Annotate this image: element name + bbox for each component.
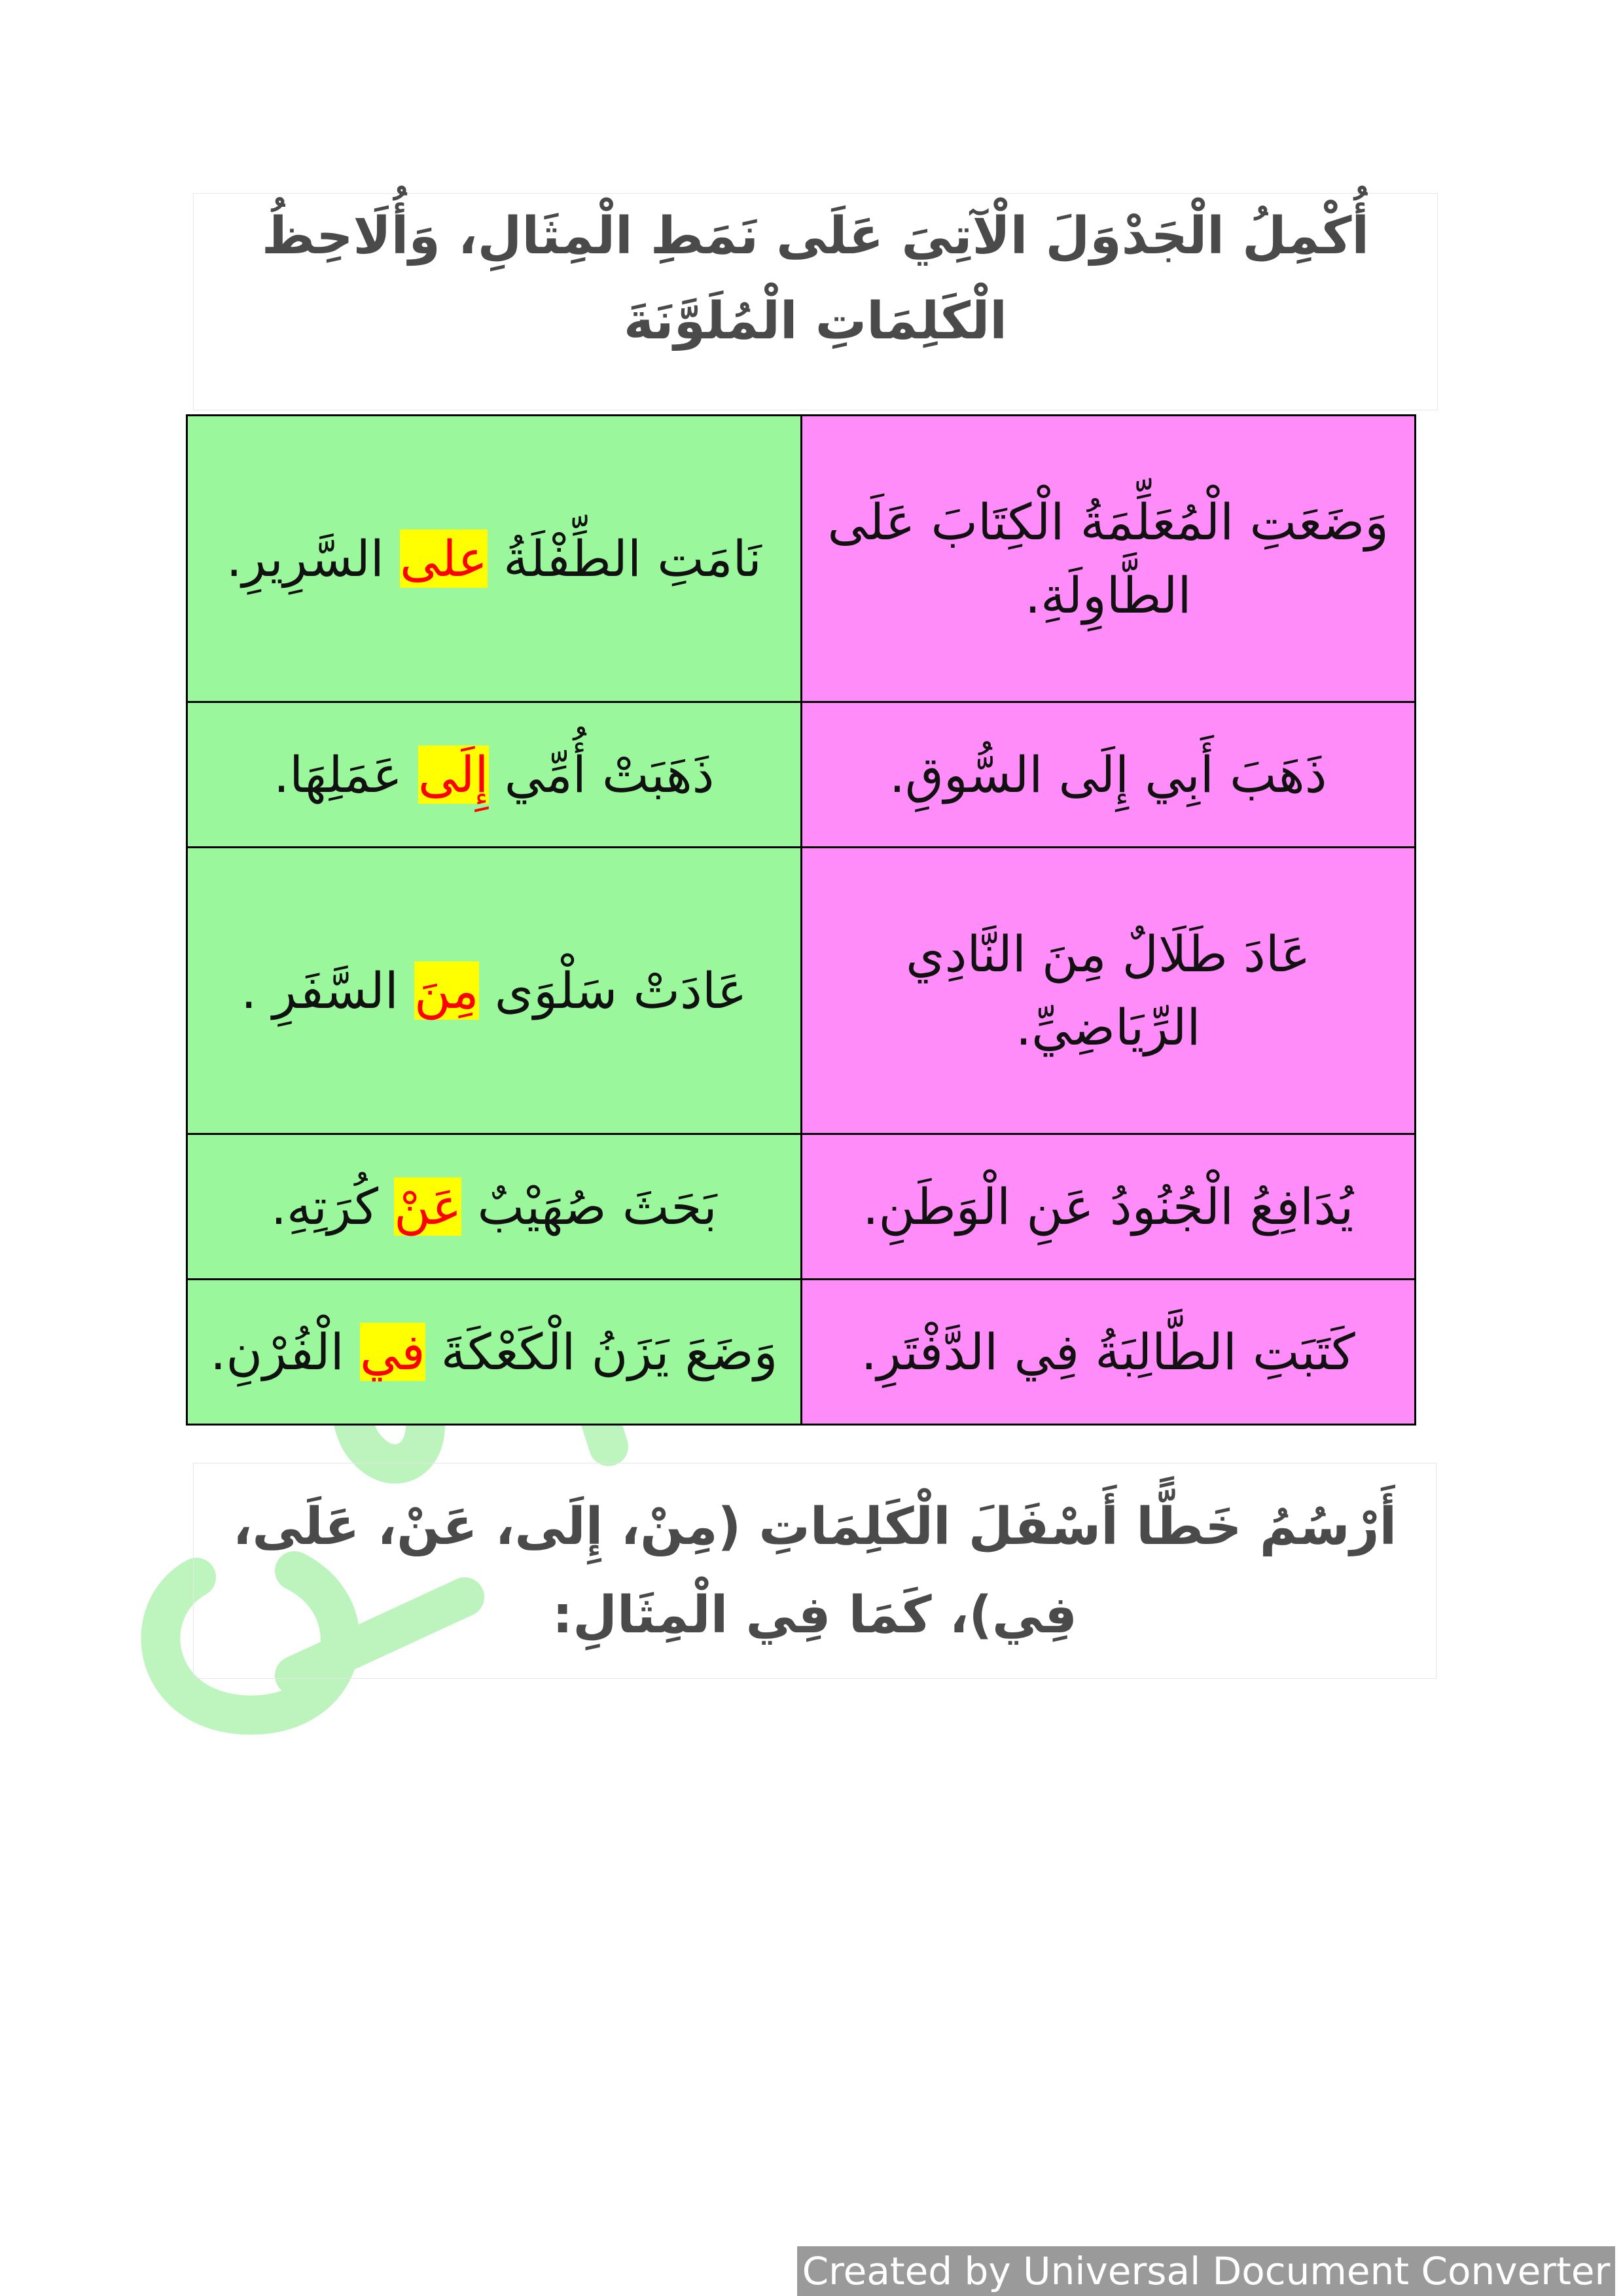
- answer-sentence-cell: [187, 848, 802, 1134]
- converter-badge: Created by Universal Document Converter: [797, 2246, 1615, 2296]
- answer-sentence-cell: [187, 702, 802, 848]
- exercise-table: [186, 414, 1416, 1426]
- answer-text-before: عَادَتْ سَلْوَى: [478, 961, 747, 1020]
- answer-text-after: عَمَلِهَا.: [273, 745, 418, 804]
- table-row: [187, 1134, 1416, 1280]
- instruction-underline-prepositions: أَرْسُمُ خَطًّا أَسْفَلَ الْكَلِمَاتِ (مِنْ، إِلَى، عَنْ، عَلَى، فِي)، كَمَا فِي الْمِثَالِ:: [193, 1463, 1436, 1679]
- answer-sentence-cell: [187, 1134, 802, 1280]
- model-sentence-cell: يُدَافِعُ الْجُنُودُ عَنِ الْوَطَنِ.: [801, 1134, 1416, 1280]
- highlighted-preposition: مِنَ: [414, 961, 479, 1020]
- model-sentence-cell: كَتَبَتِ الطَّالِبَةُ فِي الدَّفْتَرِ.: [801, 1280, 1416, 1425]
- highlighted-preposition: إِلَى: [418, 745, 489, 804]
- answer-text-before: ذَهَبَتْ أُمِّي: [488, 745, 715, 804]
- answer-text-after: السَّفَرِ .: [241, 961, 415, 1020]
- answer-sentence-cell: [187, 1280, 802, 1425]
- table-row: [187, 1280, 1416, 1425]
- highlighted-preposition: على: [400, 529, 488, 588]
- table-row: [187, 702, 1416, 848]
- answer-text-before: نَامَتِ الطِّفْلَةُ: [487, 529, 762, 588]
- answer-text-after: السَّرِيرِ.: [226, 529, 401, 588]
- table-row: [187, 848, 1416, 1134]
- answer-text-after: الْفُرْنِ.: [210, 1322, 360, 1381]
- highlighted-preposition: في: [359, 1322, 425, 1381]
- model-sentence-cell: ذَهَبَ أَبِي إِلَى السُّوقِ.: [801, 702, 1416, 848]
- answer-text-before: وَضَعَ يَزَنُ الْكَعْكَةَ: [425, 1322, 778, 1381]
- model-sentence-cell: وَضَعَتِ الْمُعَلِّمَةُ الْكِتَابَ عَلَى الطَّاوِلَةِ.: [801, 416, 1416, 702]
- answer-text-before: بَحَثَ صُهَيْبٌ: [461, 1177, 717, 1236]
- answer-sentence-cell: [187, 416, 802, 702]
- instruction-complete-table: أُكْمِلُ الْجَدْوَلَ الْآتِيَ عَلَى نَمَطِ الْمِثَالِ، وَأُلَاحِظُ الْكَلِمَاتِ الْمُلَوَّنَةَ: [193, 193, 1438, 410]
- model-sentence-cell: عَادَ طَلَالٌ مِنَ النَّادِي الرِّيَاضِيِّ.: [801, 848, 1416, 1134]
- answer-text-after: كُرَتِهِ.: [270, 1177, 395, 1236]
- highlighted-preposition: عَنْ: [394, 1177, 462, 1236]
- table-row: [187, 416, 1416, 702]
